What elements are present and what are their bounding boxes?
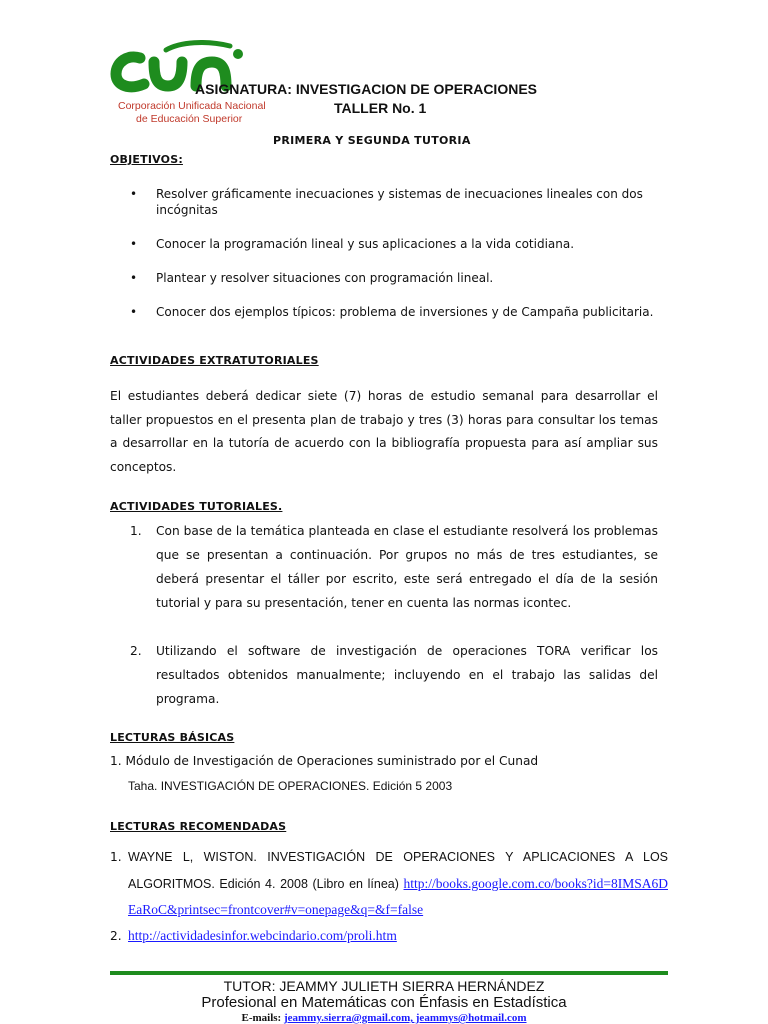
- bullet-icon: •: [130, 237, 138, 251]
- objetivo-text: Resolver gráficamente inecuaciones y sistemas de inecuaciones lineales con dos incógnitas: [156, 187, 643, 217]
- extratutoriales-heading: ACTIVIDADES EXTRATUTORIALES: [110, 354, 319, 367]
- item-number: 1.: [130, 524, 142, 538]
- footer-profession: Profesional en Matemáticas con Énfasis en Estadística: [201, 994, 567, 1011]
- emails-link[interactable]: jeammy.sierra@gmail.com, jeammys@hotmail.com: [283, 1012, 527, 1024]
- lectura-basica-2: Taha. INVESTIGACIÓN DE OPERACIONES. Edición 5 2003: [128, 779, 453, 793]
- logo-subtitle-line2: de Educación Superior: [136, 113, 243, 125]
- bullet-icon: •: [130, 271, 138, 285]
- lecturas-basicas-heading: LECTURAS BÁSICAS: [110, 731, 235, 744]
- asignatura-title: ASIGNATURA: INVESTIGACION DE OPERACIONES: [195, 81, 537, 97]
- item-number: 1.: [110, 850, 122, 864]
- footer-emails: [0, 1012, 768, 1024]
- bullet-icon: •: [130, 305, 138, 319]
- extratutoriales-paragraph: El estudiantes deberá dedicar siete (7) horas de estudio semanal para desarrollar el taller propuestos en el presenta plan de trabajo y tres (3) horas para consultar los temas a desarrollar en la tutoría de acuerdo con la bibliografía propuesta para así ampliar sus conceptos.: [110, 389, 658, 474]
- tutoriales-heading: ACTIVIDADES TUTORIALES.: [110, 500, 283, 513]
- item-number: 2.: [110, 929, 122, 943]
- google-books-link[interactable]: http://books.google.com.co/books?id=8IMSA6DEaRoC&printsec=frontcover#v=onepage&q=&f=false: [128, 875, 668, 917]
- lecturas-recomendadas-heading: LECTURAS RECOMENDADAS: [110, 820, 287, 833]
- tutoria-subtitle: PRIMERA Y SEGUNDA TUTORIA: [273, 134, 471, 147]
- item-number: 2.: [130, 644, 142, 658]
- lectura-recomendada-text: [128, 844, 668, 924]
- tutorial-text: Con base de la temática planteada en clase el estudiante resolverá los problemas que se presentan a continuación. Por grupos no más de tres estudiantes, se deberá presentar el táller por escrito, este será entregado el día de la sesión tutorial y para su presentación, tener en cuenta las normas icontec.: [156, 524, 658, 610]
- lectura-basica-1: 1. Módulo de Investigación de Operaciones suministrado por el Cunad: [110, 754, 539, 768]
- objetivo-text: Conocer la programación lineal y sus aplicaciones a la vida cotidiana.: [156, 237, 575, 251]
- taller-title: TALLER No. 1: [334, 100, 427, 116]
- footer-tutor: TUTOR: JEAMMY JULIETH SIERRA HERNÁNDEZ: [223, 978, 545, 994]
- objetivo-text: Plantear y resolver situaciones con programación lineal.: [156, 271, 494, 285]
- tutorial-text: Utilizando el software de investigación de operaciones TORA verificar los resultados obtenidos manualmente; incluyendo en el trabajo las salidas del programa.: [156, 644, 658, 706]
- objetivo-text: Conocer dos ejemplos típicos: problema de inversiones y de Campaña publicitaria.: [156, 305, 654, 319]
- logo-subtitle-line1: Corporación Unificada Nacional: [118, 100, 266, 112]
- emails-label: E-mails:: [241, 1012, 284, 1024]
- bullet-icon: •: [130, 187, 138, 201]
- footer-divider: [110, 971, 668, 975]
- book-reference: WAYNE L, WISTON. INVESTIGACIÓN DE OPERACIONES Y APLICACIONES A LOS ALGORITMOS. Edición 4. 2008 (Libro en línea): [128, 850, 668, 891]
- objetivos-heading: OBJETIVOS:: [110, 153, 183, 166]
- actividadesinfor-link[interactable]: http://actividadesinfor.webcindario.com/proli.htm: [128, 928, 397, 943]
